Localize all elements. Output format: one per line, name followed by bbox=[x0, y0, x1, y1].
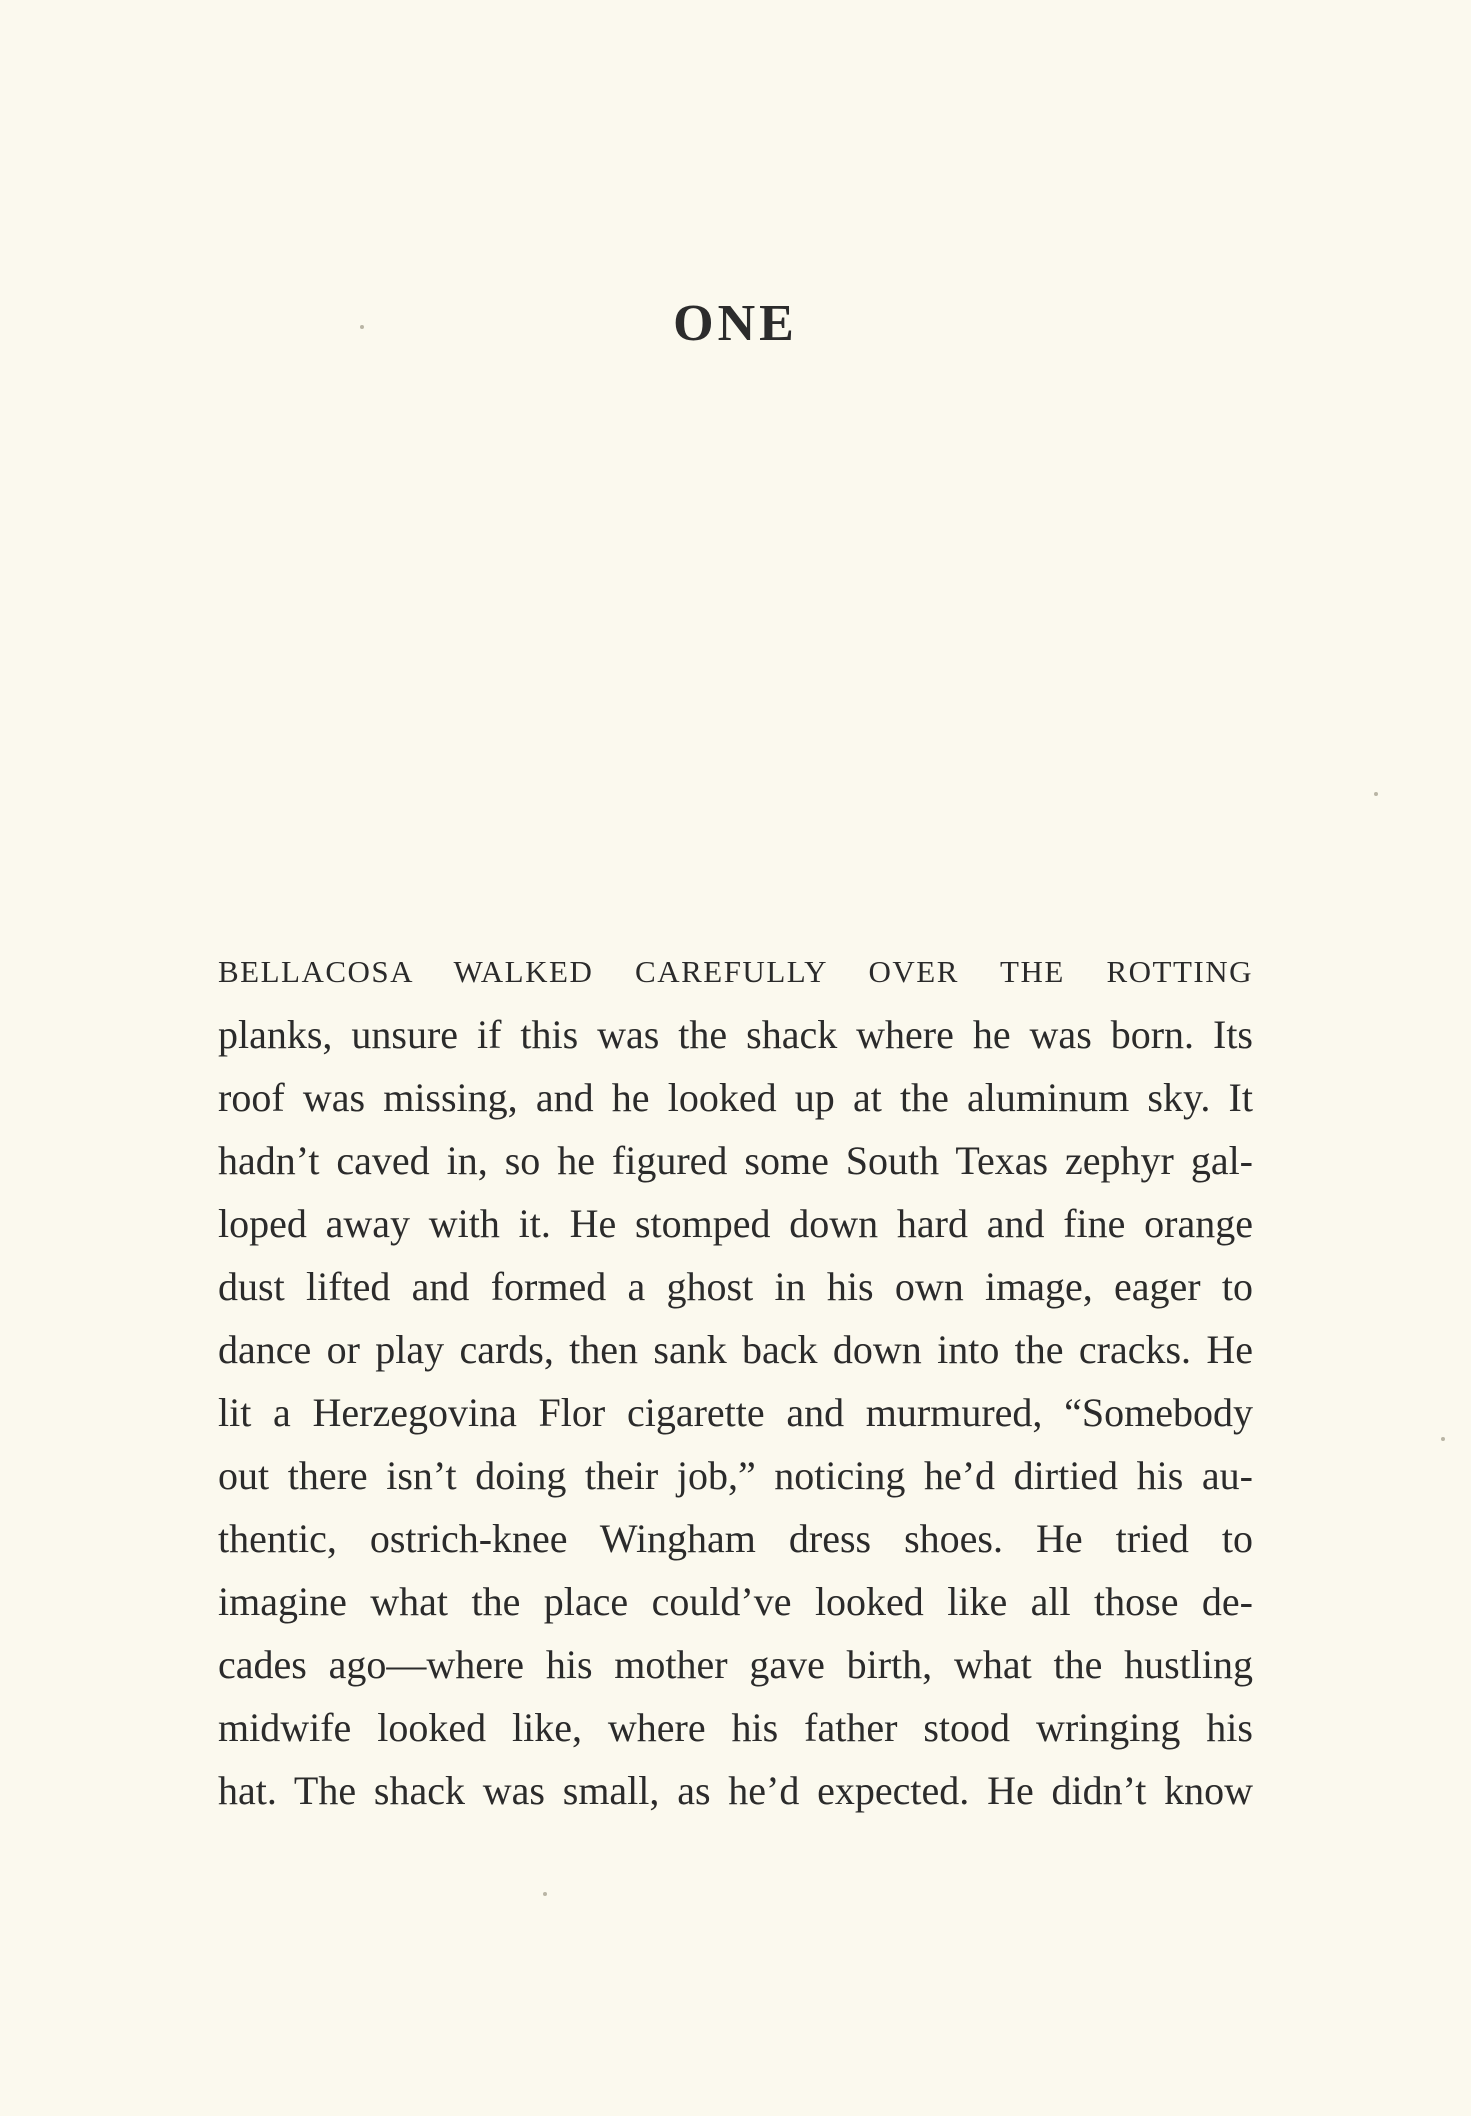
text-line: dust lifted and formed a ghost in his own image, eager to bbox=[218, 1264, 1253, 1309]
text-line: imagine what the place could’ve looked like all those de- bbox=[218, 1579, 1253, 1624]
text-line: roof was missing, and he looked up at the aluminum sky. It bbox=[218, 1075, 1253, 1120]
text-line: cades ago—where his mother gave birth, what the hustling bbox=[218, 1642, 1253, 1687]
text-line: lit a Herzegovina Flor cigarette and murmured, “Somebody bbox=[218, 1390, 1253, 1435]
text-line: BELLACOSA WALKED CAREFULLY OVER THE ROTTING bbox=[218, 954, 1253, 989]
text-line: hadn’t caved in, so he figured some South Texas zephyr gal- bbox=[218, 1138, 1253, 1183]
paper-speck bbox=[1374, 792, 1378, 796]
text-line: midwife looked like, where his father stood wringing his bbox=[218, 1705, 1253, 1750]
text-line: dance or play cards, then sank back down into the cracks. He bbox=[218, 1327, 1253, 1372]
text-line: planks, unsure if this was the shack where he was born. Its bbox=[218, 1012, 1253, 1057]
text-line: hat. The shack was small, as he’d expected. He didn’t know bbox=[218, 1768, 1253, 1813]
chapter-body bbox=[218, 940, 1253, 1822]
paper-speck bbox=[1441, 1437, 1445, 1441]
text-line: out there isn’t doing their job,” noticing he’d dirtied his au- bbox=[218, 1453, 1253, 1498]
text-line: thentic, ostrich-knee Wingham dress shoes. He tried to bbox=[218, 1516, 1253, 1561]
text-line: loped away with it. He stomped down hard and fine orange bbox=[218, 1201, 1253, 1246]
chapter-title: ONE bbox=[673, 295, 798, 352]
paper-speck bbox=[543, 1892, 547, 1896]
